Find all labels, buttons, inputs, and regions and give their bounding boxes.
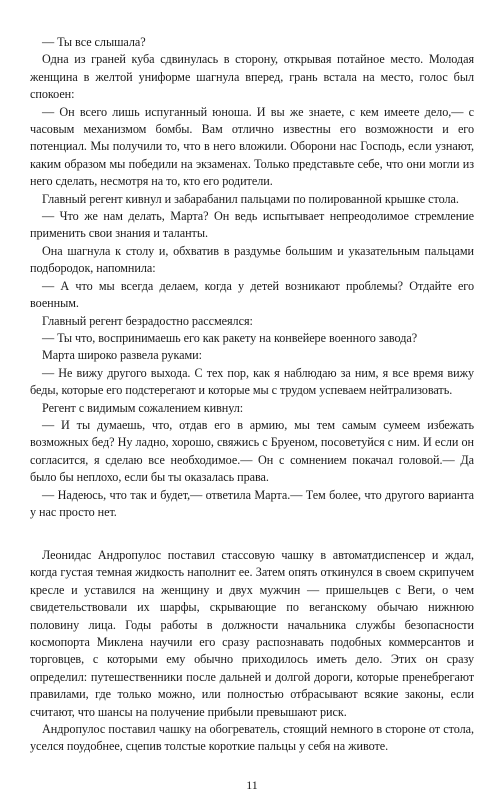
section-narrative	[30, 547, 474, 756]
paragraph: Главный регент кивнул и забарабанил пальцами по полированной крышке стола.	[42, 191, 459, 206]
paragraph: Андропулос поставил чашку на обогреватель, стоящий немного в стороне от стола, уселся поудобнее, сцепив толстые короткие пальцы у себя на животе.	[30, 722, 474, 754]
paragraph: Марта широко развела руками:	[42, 348, 202, 363]
paragraph: Регент с видимым сожалением кивнул:	[42, 400, 244, 415]
paragraph: Леонидас Андропулос поставил стассовую чашку в автоматдиспенсер и ждал, когда густая темная жидкость наполнит ее. Затем опять откинулся в своем скрипучем кресле и уставился на женщину и двух мужчин — пришельцев с Веги, о чем свидетельствовали их шарфы, скрывающие по веганскому обычаю нижнюю половину лица. Годы работы в должности начальника службы безопасности космопорта Миклена научили его сразу распознавать подобных коммерсантов и торговцев, с которыми ему обычно приходилось иметь дело. Этих он сразу определил: путешественники после дальней и долгой дороги, которые пренебрегают правилами, где только можно, или полностью отбрасывают всякие законы, если считают, что шансы на получение прибыли превышают риск.	[30, 548, 474, 719]
paragraph: — Что же нам делать, Марта? Он ведь испытывает непреодолимое стремление применить свои знания и таланты.	[30, 209, 474, 241]
paragraph: — Надеюсь, что так и будет,— ответила Марта.— Тем более, что другого варианта у нас просто нет.	[30, 487, 474, 519]
paragraph: — Он всего лишь испуганный юноша. И вы же знаете, с кем имеете дело,— с часовым механизмом бомбы. Вам отлично известны его возможности и его потенциал. Мы получили то, что в него вложили. Оборони нас Господь, если узнают, каким образом мы победили на экзаменах. Только представьте себе, что они могли из него сделать, несмотря на то, кто его родители.	[30, 104, 474, 189]
paragraph: Она шагнула к столу и, обхватив в раздумье большим и указательным пальцами подбородок, напомнила:	[30, 243, 474, 276]
book-page	[30, 34, 474, 792]
page-number: 11	[246, 778, 258, 792]
paragraph: — Не вижу другого выхода. С тех пор, как я наблюдаю за ним, я все время вижу беды, которые его подстерегают и которые мы с трудом успеваем нейтрализовать.	[30, 365, 474, 398]
paragraph: — Ты что, воспринимаешь его как ракету на конвейере военного завода?	[42, 330, 418, 345]
paragraph: — А что мы всегда делаем, когда у детей возникают проблемы? Отдайте его военным.	[30, 278, 474, 311]
paragraph: Одна из граней куба сдвинулась в сторону, открывая потайное место. Молодая женщина в желтой униформе шагнула вперед, грань встала на место, голос был спокоен:	[30, 52, 474, 102]
paragraph: — Ты все слышала?	[42, 35, 146, 49]
paragraph: — И ты думаешь, что, отдав его в армию, мы тем самым сумеем избежать возможных бед? Ну ладно, хорошо, свяжись с Бруеном, посоветуйся с ним. И если он согласится, я сделаю все необходимое.— Он с сомнением покачал головой.— Да было бы неплохо, если бы ты оказалась права.	[30, 417, 474, 485]
paragraph: Главный регент безрадостно рассмеялся:	[42, 313, 253, 328]
section-dialogue	[30, 34, 474, 521]
